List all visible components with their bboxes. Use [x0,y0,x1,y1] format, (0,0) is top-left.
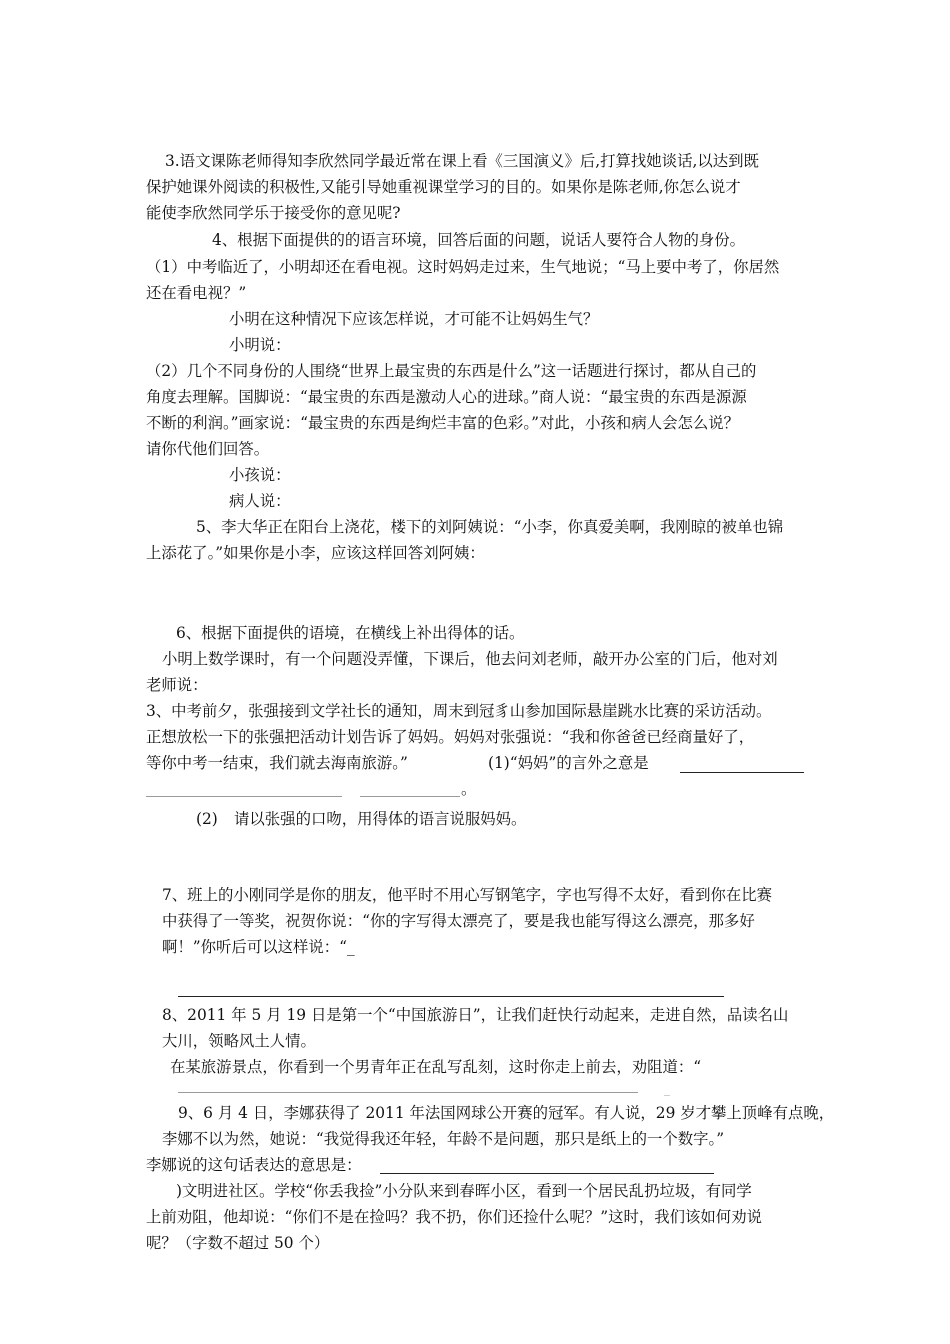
q4-part1-question: 小明在这种情况下应该怎样说，才可能不让妈妈生气？ [229,310,599,328]
q9-line-3: 李娜说的这句话表达的意思是： [146,1156,362,1174]
q4-part2-line-4: 请你代他们回答。 [146,440,270,458]
q8-line-1: 8、2011 年 5 月 19 日是第一个“中国旅游日”，让我们赶快行动起来，走进自然，品读名山 [162,1006,789,1024]
q4-patient-answer-label: 病人说： [229,492,291,510]
q7-line-1: 7、班上的小刚同学是你的朋友，他平时不用心写钢笔字，字也写得不太好，看到你在比赛 [162,886,773,904]
q7-answer-blank[interactable] [178,996,724,997]
q3b-sub2-text: 请以张强的口吻，用得体的语言说服妈妈。 [234,810,527,828]
q10-line-3: 呢？（字数不超过 50 个） [146,1234,330,1252]
q3-line-2: 保护她课外阅读的积极性,又能引导她重视课堂学习的目的。如果你是陈老师,你怎么说才 [146,178,741,196]
q5-line-1: 5、李大华正在阳台上浇花，楼下的刘阿姨说：“小李，你真爱美啊，我刚晾的被单也锦 [196,518,784,536]
q6-line-2: 老师说： [146,676,208,694]
q8-answer-blank[interactable] [178,1092,638,1093]
q3b-sub1-blank-3[interactable] [360,796,460,797]
q4-part1-line-1: （1）中考临近了，小明却还在看电视。这时妈妈走过来，生气地说；“马上要中考了，你居然 [146,258,780,276]
q3-line-1: 3.语文课陈老师得知李欣然同学最近常在课上看《三国演义》后,打算找她谈话,以达到既 [165,152,759,170]
q10-line-2: 上前劝阻，他却说：“你们不是在捡吗？我不扔，你们还捡什么呢？”这时，我们该如何劝说 [146,1208,762,1226]
q3b-line-1: 3、中考前夕，张强接到文学社长的通知，周末到冠豸山参加国际悬崖跳水比赛的采访活动。 [146,702,772,720]
q7-line-3: 啊！”你听后可以这样说：“_ [162,938,355,956]
q3b-sub1-prompt: (1)“妈妈”的言外之意是 [488,754,649,772]
q4-part2-line-1: （2）几个不同身份的人围绕“世界上最宝贵的东西是什么”这一话题进行探讨，都从自己的 [146,362,757,380]
q9-line-1: 9、6 月 4 日，李娜获得了 2011 年法国网球公开赛的冠军。有人说，29 岁才攀上顶峰有点晚， [178,1104,835,1122]
q4-part1-line-2: 还在看电视？” [146,284,247,302]
q3b-sub2-number: (2) [196,810,218,828]
q6-line-1: 小明上数学课时，有一个问题没弄懂，下课后，他去问刘老师，敲开办公室的门后，他对刘 [162,650,778,668]
q3b-sub1-end: 。 [461,780,477,798]
q9-line-2: 李娜不以为然，她说：“我觉得我还年轻，年龄不是问题，那只是纸上的一个数字。” [162,1130,725,1148]
q9-answer-blank[interactable] [380,1173,714,1174]
q3-line-3: 能使李欣然同学乐于接受你的意见呢? [146,204,401,222]
q3b-line-2: 正想放松一下的张强把活动计划告诉了妈妈。妈妈对张强说：“我和你爸爸已经商量好了， [146,728,755,746]
q8-line-3: 在某旅游景点，你看到一个男青年正在乱写乱刻，这时你走上前去，劝阻道：“ [170,1058,702,1076]
q7-line-2: 中获得了一等奖，祝贺你说：“你的字写得太漂亮了，要是我也能写得这么漂亮，那多好 [162,912,755,930]
q3b-sub1-blank-1[interactable] [680,772,804,773]
q4-part2-line-3: 不断的利润。”画家说：“最宝贵的东西是绚烂丰富的色彩。”对此，小孩和病人会怎么说？ [146,414,740,432]
q5-line-2: 上添花了。”如果你是小李，应该这样回答刘阿姨： [146,544,485,562]
q3b-line-3: 等你中考一结束，我们就去海南旅游。” [146,754,408,772]
q4-child-answer-label: 小孩说： [229,466,291,484]
q4-part1-answer-label: 小明说： [229,336,291,354]
q8-end-mark: _ [664,1082,670,1096]
q6-intro: 6、根据下面提供的语境，在横线上补出得体的话。 [176,624,525,642]
q3b-sub1-blank-2[interactable] [146,796,342,797]
q4-intro: 4、根据下面提供的的语言环境，回答后面的问题，说话人要符合人物的身份。 [212,231,746,249]
q8-line-2: 大川，领略风土人情。 [162,1032,316,1050]
q4-part2-line-2: 角度去理解。国脚说：“最宝贵的东西是激动人心的进球。”商人说：“最宝贵的东西是源源 [146,388,747,406]
q10-line-1: )文明进社区。学校“你丢我捡”小分队来到春晖小区，看到一个居民乱扔垃圾，有同学 [176,1182,752,1200]
